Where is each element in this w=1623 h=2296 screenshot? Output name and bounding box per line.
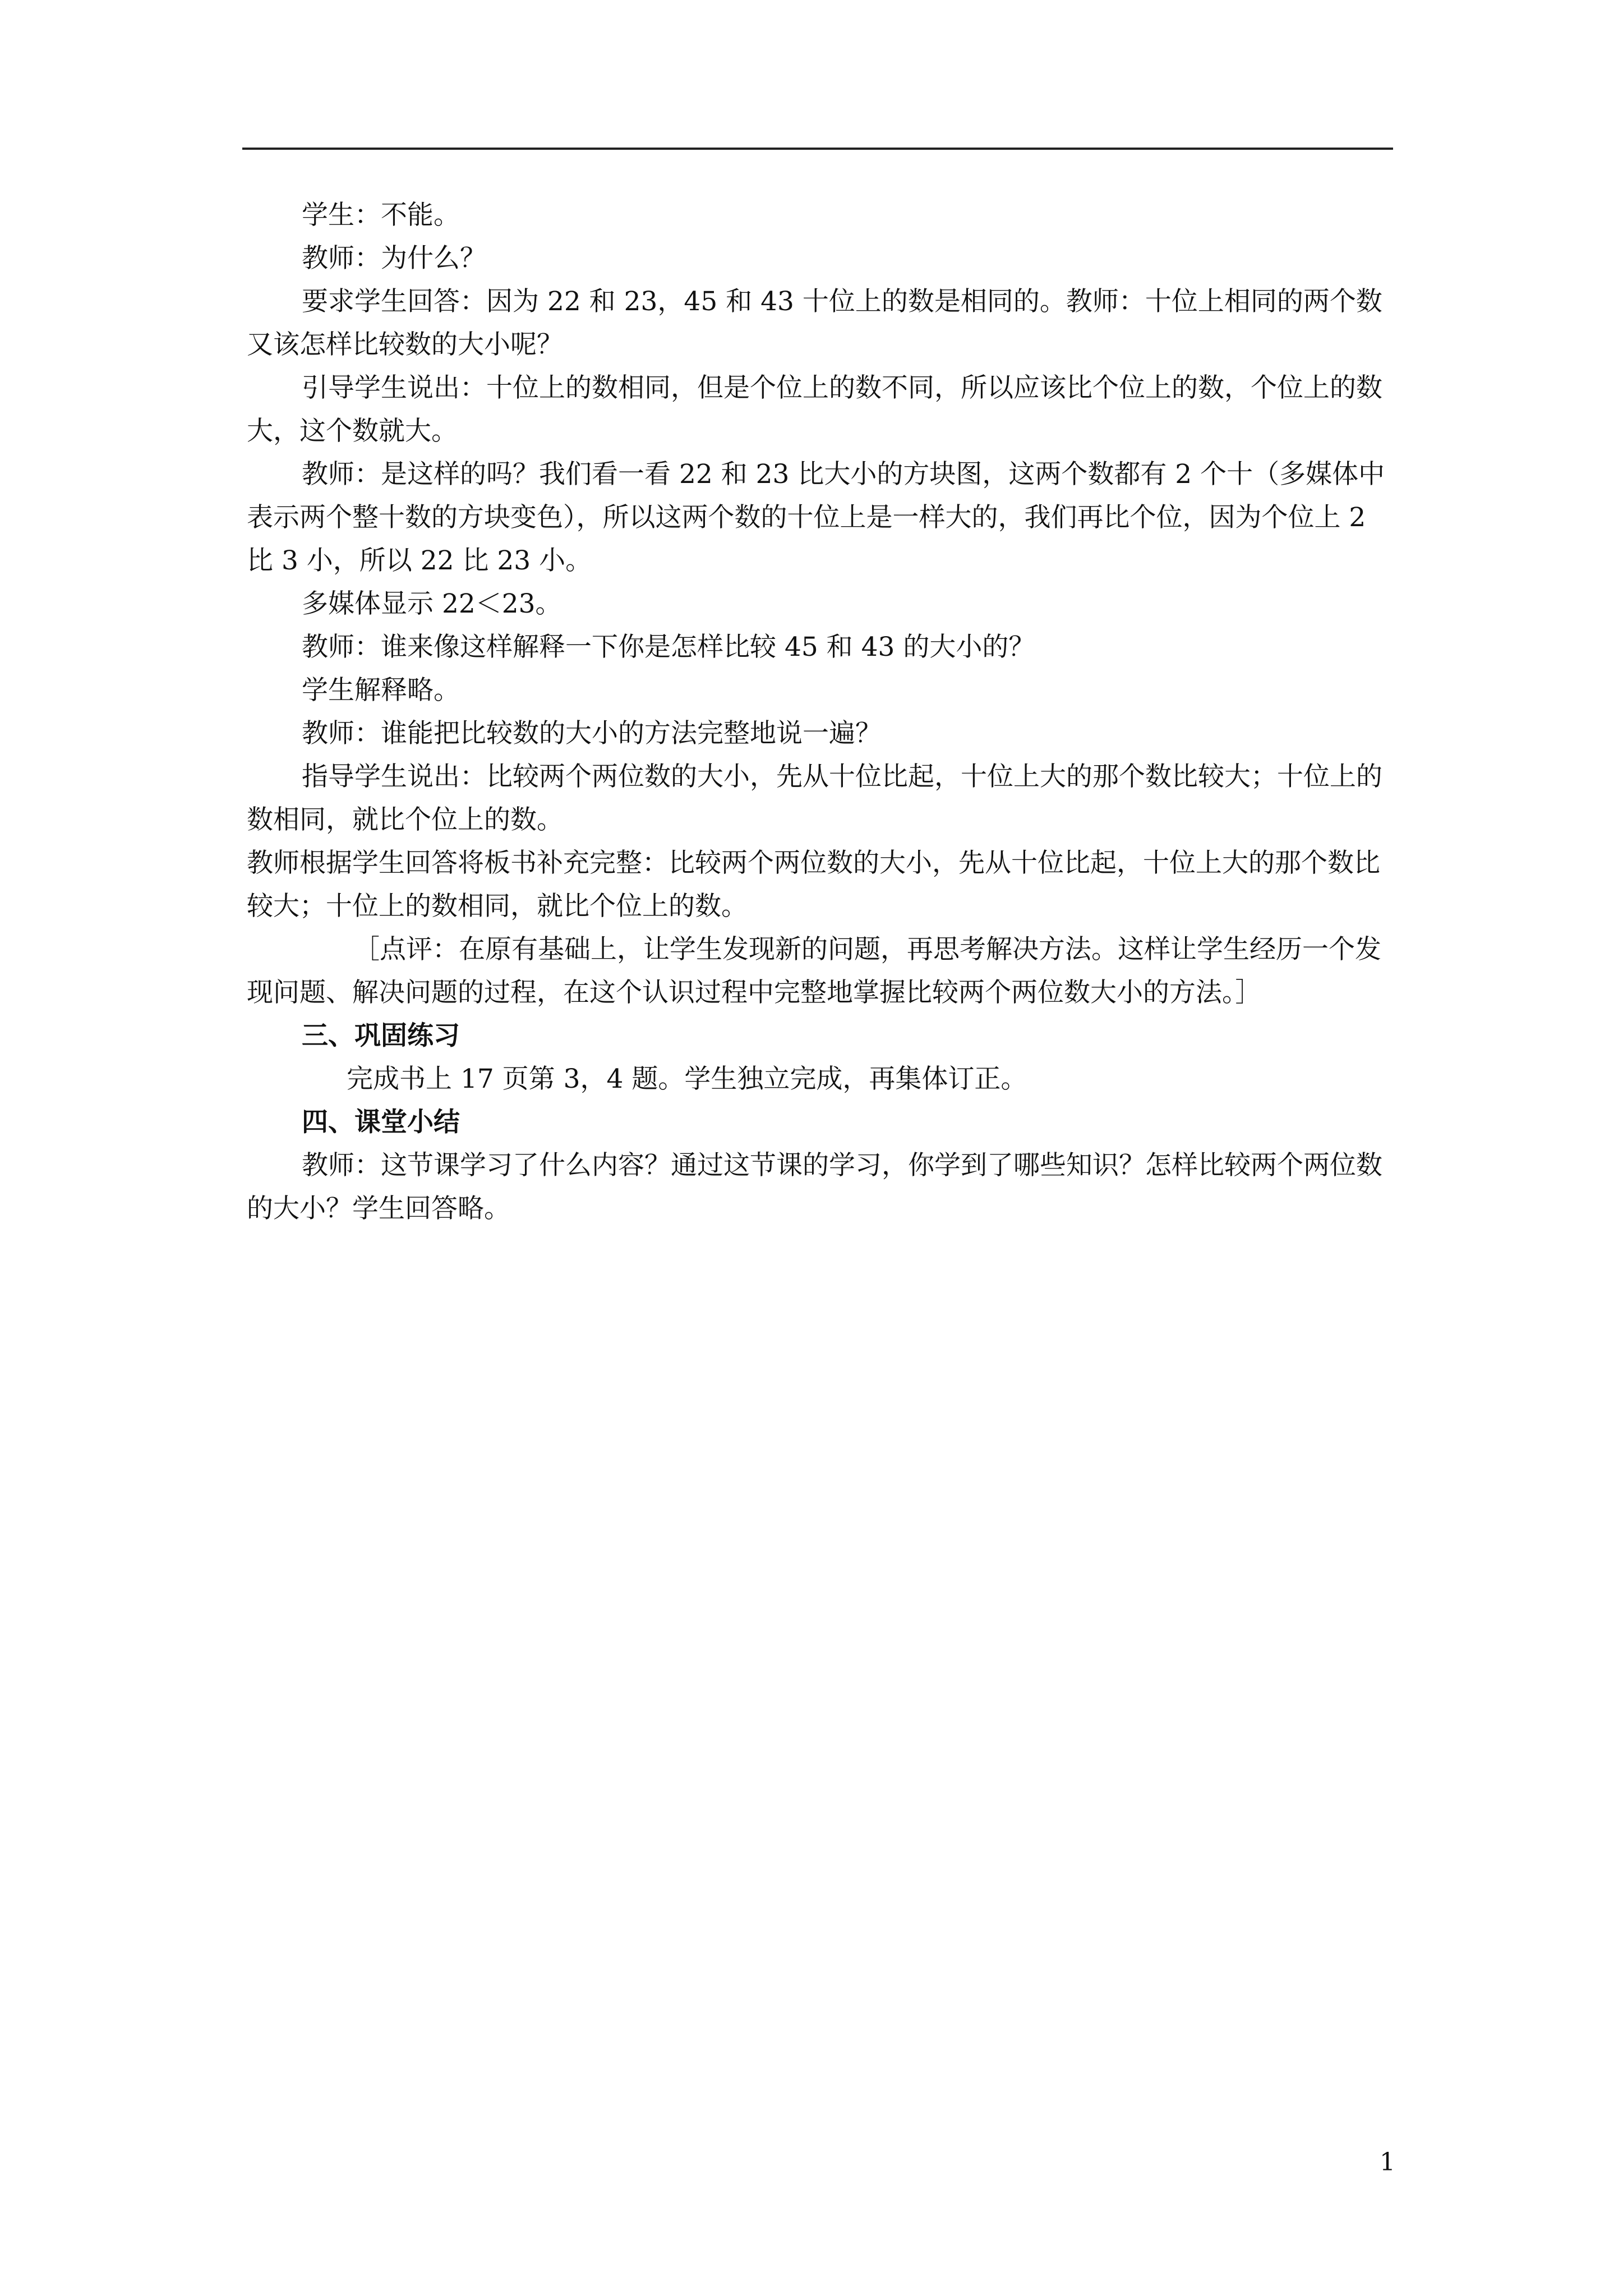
paragraph-require-answer: 要求学生回答：因为 22 和 23，45 和 43 十位上的数是相同的。教师：十位上相同的两个数又该怎样比较数的大小呢？ — [247, 286, 1382, 360]
document-body — [247, 194, 1391, 1230]
section-heading-practice: 三、巩固练习 — [302, 1020, 460, 1051]
header-rule — [242, 148, 1393, 150]
paragraph-board-writing: 教师根据学生回答将板书补充完整：比较两个两位数的大小，先从十位比起，十位上大的那个数比较大；十位上的数相同，就比个位上的数。 — [247, 848, 1380, 922]
paragraph-summary: 教师：这节课学习了什么内容？通过这节课的学习，你学到了哪些知识？怎样比较两个两位数的大小？学生回答略。 — [247, 1150, 1382, 1224]
paragraph-teacher-complete-method: 教师：谁能把比较数的大小的方法完整地说一遍？ — [302, 718, 882, 749]
paragraph-teacher-block-diagram: 教师：是这样的吗？我们看一看 22 和 23 比大小的方块图，这两个数都有 2 个十（多媒体中表示两个整十数的方块变色），所以这两个数的十位上是一样大的，我们再比个位，因为个位上 2 比 3 小，所以 22 比 23 小。 — [247, 459, 1385, 576]
paragraph-student-answer: 学生：不能。 — [302, 200, 460, 231]
paragraph-practice: 完成书上 17 页第 3，4 题。学生独立完成，再集体订正。 — [347, 1064, 1027, 1094]
section-heading-summary: 四、课堂小结 — [302, 1107, 460, 1138]
paragraph-method-statement: 指导学生说出：比较两个两位数的大小，先从十位比起，十位上大的那个数比较大；十位上的数相同，就比个位上的数。 — [247, 761, 1382, 835]
paragraph-student-explain: 学生解释略。 — [302, 675, 460, 706]
paragraph-multimedia-display: 多媒体显示 22＜23。 — [302, 588, 562, 619]
paragraph-teacher-why: 教师：为什么？ — [302, 243, 486, 274]
paragraph-teacher-explain: 教师：谁来像这样解释一下你是怎样比较 45 和 43 的大小的？ — [302, 632, 1035, 662]
paragraph-guide-students: 引导学生说出：十位上的数相同，但是个位上的数不同，所以应该比个位上的数，个位上的数大，这个数就大。 — [247, 372, 1382, 447]
paragraph-comment: ［点评：在原有基础上，让学生发现新的问题，再思考解决方法。这样让学生经历一个发现问题、解决问题的过程，在这个认识过程中完整地掌握比较两个两位数大小的方法。］ — [247, 934, 1381, 1008]
page-number: 1 — [1380, 2148, 1395, 2177]
